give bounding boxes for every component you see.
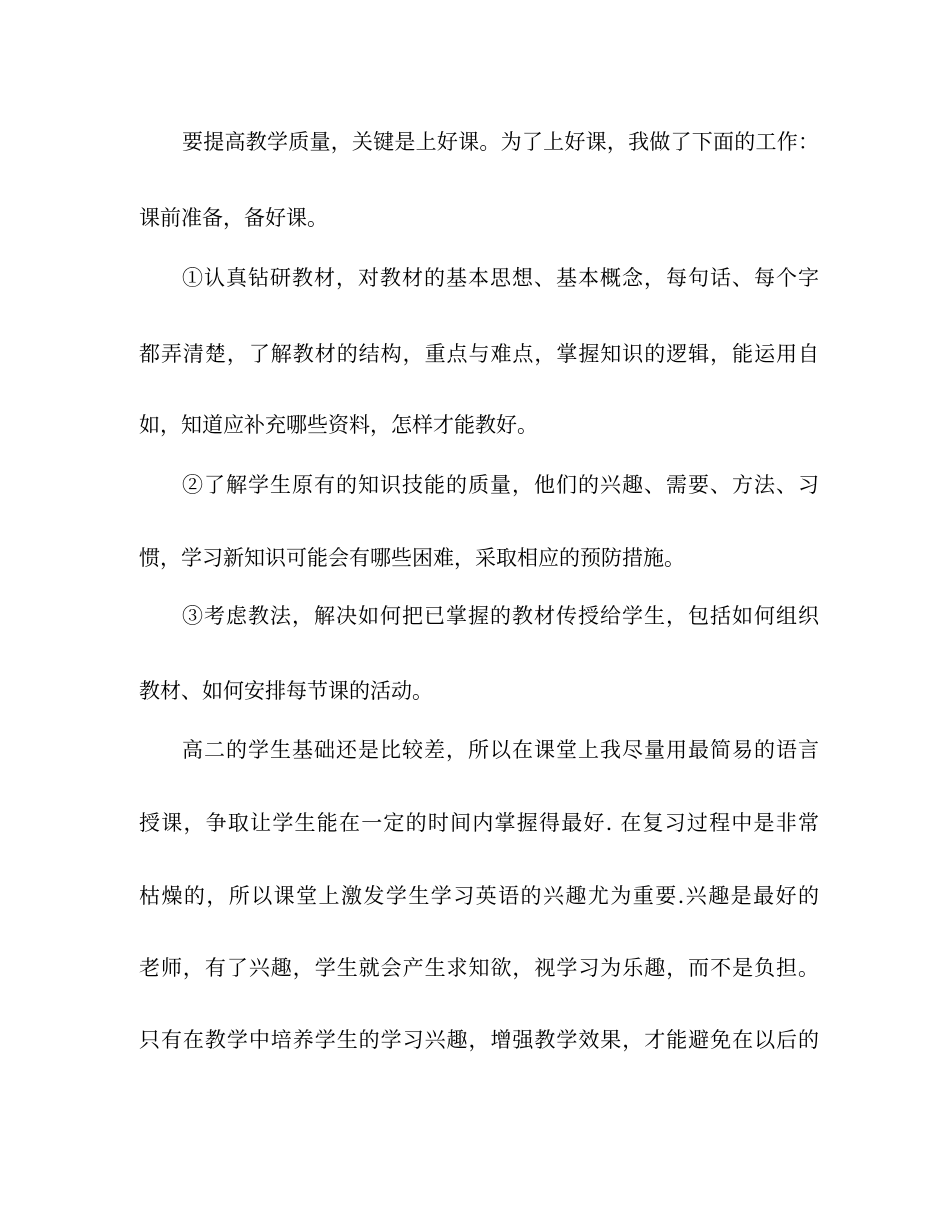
paragraph-line: 只有在教学中培养学生的学习兴趣，增强教学效果，才能避免在以后的 — [139, 1028, 819, 1052]
paragraph-line: 都弄清楚，了解教材的结构，重点与难点，掌握知识的逻辑，能运用自 — [139, 342, 819, 366]
paragraph-line: 惯，学习新知识可能会有哪些困难，采取相应的预防措施。 — [139, 546, 685, 570]
paragraph-line: ①认真钻研教材，对教材的基本思想、基本概念，每句话、每个字 — [182, 266, 819, 290]
paragraph-line: ③考虑教法，解决如何把已掌握的教材传授给学生，包括如何组织 — [182, 604, 819, 628]
paragraph-line: 教材、如何安排每节课的活动。 — [139, 679, 433, 703]
paragraph-line: ②了解学生原有的知识技能的质量，他们的兴趣、需要、方法、习 — [182, 473, 819, 497]
paragraph-line: 枯燥的，所以课堂上激发学生学习英语的兴趣尤为重要.兴趣是最好的 — [139, 884, 819, 908]
paragraph-line: 要提高教学质量，关键是上好课。为了上好课，我做了下面的工作： — [182, 130, 819, 154]
paragraph-line: 授课，争取让学生能在一定的时间内掌握得最好. 在复习过程中是非常 — [139, 811, 819, 835]
paragraph-line: 老师，有了兴趣，学生就会产生求知欲，视学习为乐趣，而不是负担。 — [139, 956, 819, 980]
paragraph-line: 如，知道应补充哪些资料，怎样才能教好。 — [139, 413, 538, 437]
paragraph-line: 高二的学生基础还是比较差，所以在课堂上我尽量用最简易的语言 — [182, 738, 819, 762]
paragraph-line: 课前准备，备好课。 — [139, 206, 328, 230]
